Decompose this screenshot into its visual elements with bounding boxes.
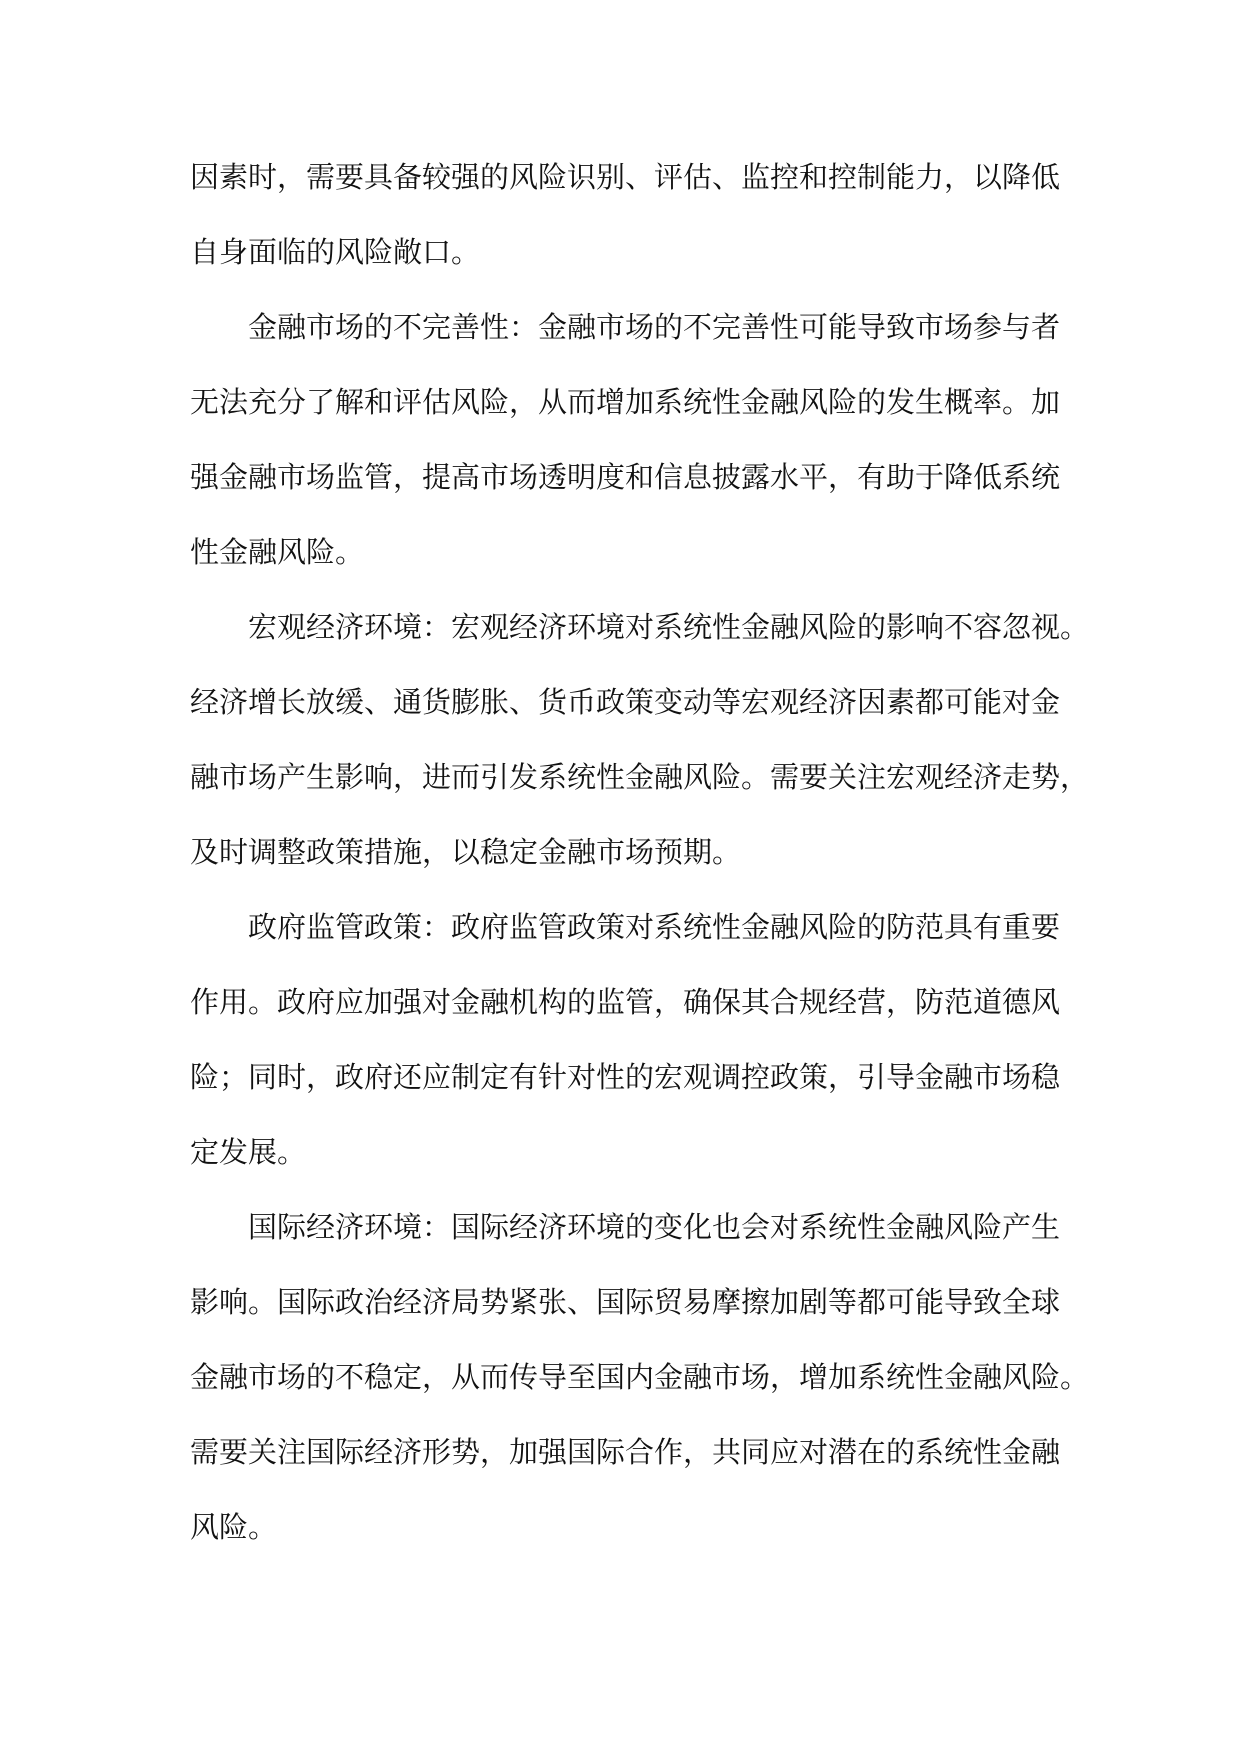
text-line: 宏观经济环境：宏观经济环境对系统性金融风险的影响不容忽视。 [248,610,1090,644]
text-line: 融市场产生影响，进而引发系统性金融风险。需要关注宏观经济走势， [190,760,1090,794]
text-line: 政府监管政策：政府监管政策对系统性金融风险的防范具有重要 [248,910,1061,944]
paragraph-market-imperfection [190,290,1061,590]
text-line: 风险。 [190,1510,278,1544]
text-line: 性金融风险。 [190,535,365,569]
text-line: 作用。政府应加强对金融机构的监管，确保其合规经营，防范道德风 [190,985,1061,1019]
text-line: 强金融市场监管，提高市场透明度和信息披露水平，有助于降低系统 [190,460,1061,494]
document-body [190,140,1090,1565]
text-line: 金融市场的不完善性：金融市场的不完善性可能导致市场参与者 [248,310,1061,344]
text-line: 金融市场的不稳定，从而传导至国内金融市场，增加系统性金融风险。 [190,1360,1090,1394]
text-line: 经济增长放缓、通货膨胀、货币政策变动等宏观经济因素都可能对金 [190,685,1061,719]
text-line: 自身面临的风险敞口。 [190,235,481,269]
text-line: 定发展。 [190,1135,307,1169]
text-line: 影响。国际政治经济局势紧张、国际贸易摩擦加剧等都可能导致全球 [190,1285,1061,1319]
paragraph-risk-exposure [190,140,1061,290]
text-line: 险；同时，政府还应制定有针对性的宏观调控政策，引导金融市场稳 [190,1060,1061,1094]
text-line: 及时调整政策措施，以稳定金融市场预期。 [190,835,742,869]
text-line: 因素时，需要具备较强的风险识别、评估、监控和控制能力，以降低 [190,160,1061,194]
paragraph-government-regulation [190,890,1061,1190]
text-line: 需要关注国际经济形势，加强国际合作，共同应对潜在的系统性金融 [190,1435,1061,1469]
paragraph-macro-economy [190,590,1090,890]
text-line: 国际经济环境：国际经济环境的变化也会对系统性金融风险产生 [248,1210,1061,1244]
text-line: 无法充分了解和评估风险，从而增加系统性金融风险的发生概率。加 [190,385,1061,419]
paragraph-international-economy [190,1190,1090,1565]
